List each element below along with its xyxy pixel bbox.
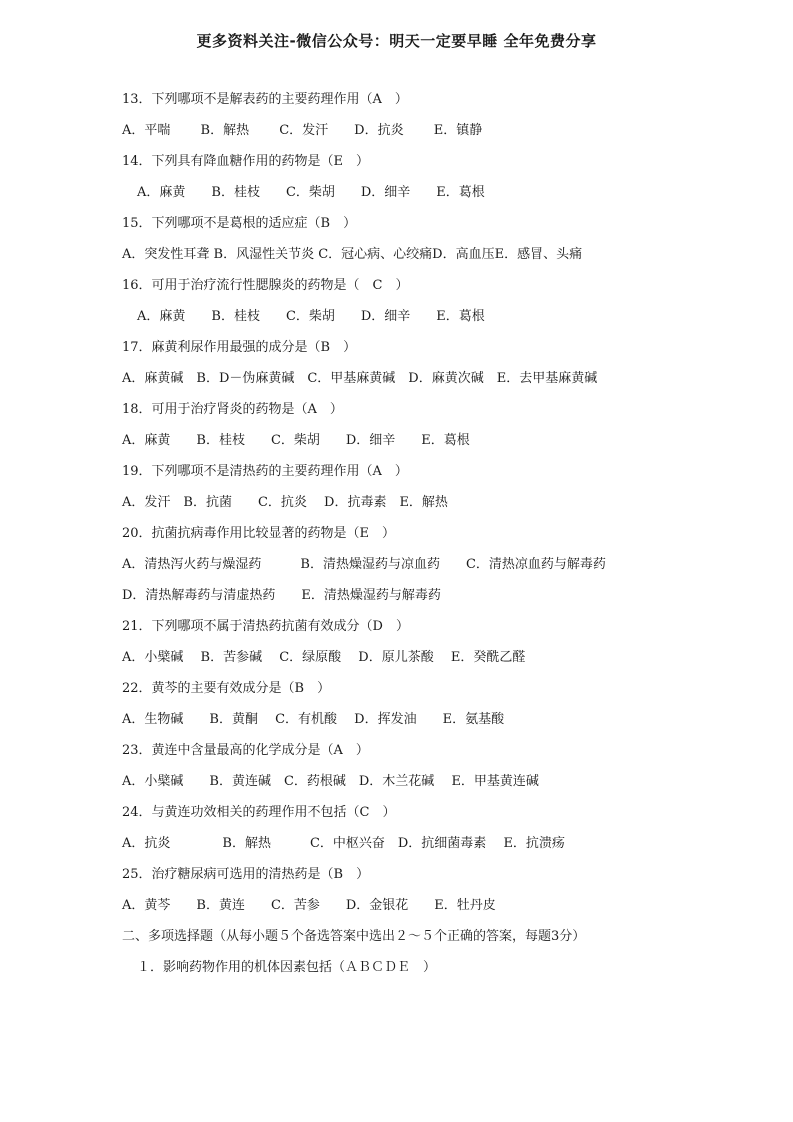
text-line: 16．可用于治疗流行性腮腺炎的药物是（ C ） xyxy=(122,278,409,293)
text-line: 19．下列哪项不是清热药的主要药理作用（A ） xyxy=(122,464,408,479)
text-line: 25．治疗糖尿病可选用的清热药是（B ） xyxy=(122,867,370,882)
text-line: 17．麻黄利尿作用最强的成分是（B ） xyxy=(122,340,357,355)
text-line: A．突发性耳聋 B．风湿性关节炎 C．冠心病、心绞痛D．高血压E．感冒、头痛 xyxy=(122,247,583,262)
page-header: 更多资料关注-微信公众号：明天一定要早睡 全年免费分享 xyxy=(196,32,597,50)
text-line: A．黄芩 B．黄连 C．苦参 D．金银花 E．牡丹皮 xyxy=(122,898,496,913)
text-line: A．平喘 B．解热 C．发汗 D．抗炎 E．镇静 xyxy=(122,123,483,138)
text-line: 22．黄芩的主要有效成分是（B ） xyxy=(122,681,331,696)
text-line: A．麻黄 B．桂枝 C．柴胡 D．细辛 E．葛根 xyxy=(122,433,470,448)
text-line: A．小檗碱 B．苦参碱 C．绿原酸 D．原儿茶酸 E．癸酰乙醛 xyxy=(122,650,526,665)
text-line: 20．抗菌抗病毒作用比较显著的药物是（E ） xyxy=(122,526,396,541)
text-line: １．影响药物作用的机体因素包括（ＡＢＣＤＥ ） xyxy=(137,960,437,975)
text-line: A．生物碱 B．黄酮 C．有机酸 D．挥发油 E．氨基酸 xyxy=(122,712,505,727)
text-line: A．麻黄碱 B．D－伪麻黄碱 C．甲基麻黄碱 D．麻黄次碱 E．去甲基麻黄碱 xyxy=(122,371,598,386)
text-line: D．清热解毒药与清虚热药 E．清热燥湿药与解毒药 xyxy=(122,588,441,603)
text-line: 23．黄连中含量最高的化学成分是（A ） xyxy=(122,743,369,758)
text-line: 13．下列哪项不是解表药的主要药理作用（A ） xyxy=(122,92,408,107)
text-line: A．抗炎 B．解热 C．中枢兴奋 D．抗细菌毒素 E．抗溃疡 xyxy=(122,836,565,851)
text-line: 二、多项选择题（从每小题５个备选答案中选出２～５个正确的答案，每题3分） xyxy=(122,929,586,944)
text-line: A．小檗碱 B．黄连碱 C．药根碱 D．木兰花碱 E．甲基黄连碱 xyxy=(122,774,539,789)
text-line: 21．下列哪项不属于清热药抗菌有效成分（D ） xyxy=(122,619,409,634)
text-line: 14．下列具有降血糖作用的药物是（E ） xyxy=(122,154,370,169)
text-line: A．麻黄 B．桂枝 C．柴胡 D．细辛 E．葛根 xyxy=(137,309,485,324)
text-line: 24．与黄连功效相关的药理作用不包括（C ） xyxy=(122,805,396,820)
text-line: 18．可用于治疗肾炎的药物是（A ） xyxy=(122,402,343,417)
text-line: 15．下列哪项不是葛根的适应症（B ） xyxy=(122,216,357,231)
text-line: A．发汗 B．抗菌 C．抗炎 D．抗毒素 E．解热 xyxy=(122,495,448,510)
text-line: A．清热泻火药与燥湿药 B．清热燥湿药与凉血药 C．清热凉血药与解毒药 xyxy=(122,557,606,572)
text-line: A．麻黄 B．桂枝 C．柴胡 D．细辛 E．葛根 xyxy=(137,185,485,200)
